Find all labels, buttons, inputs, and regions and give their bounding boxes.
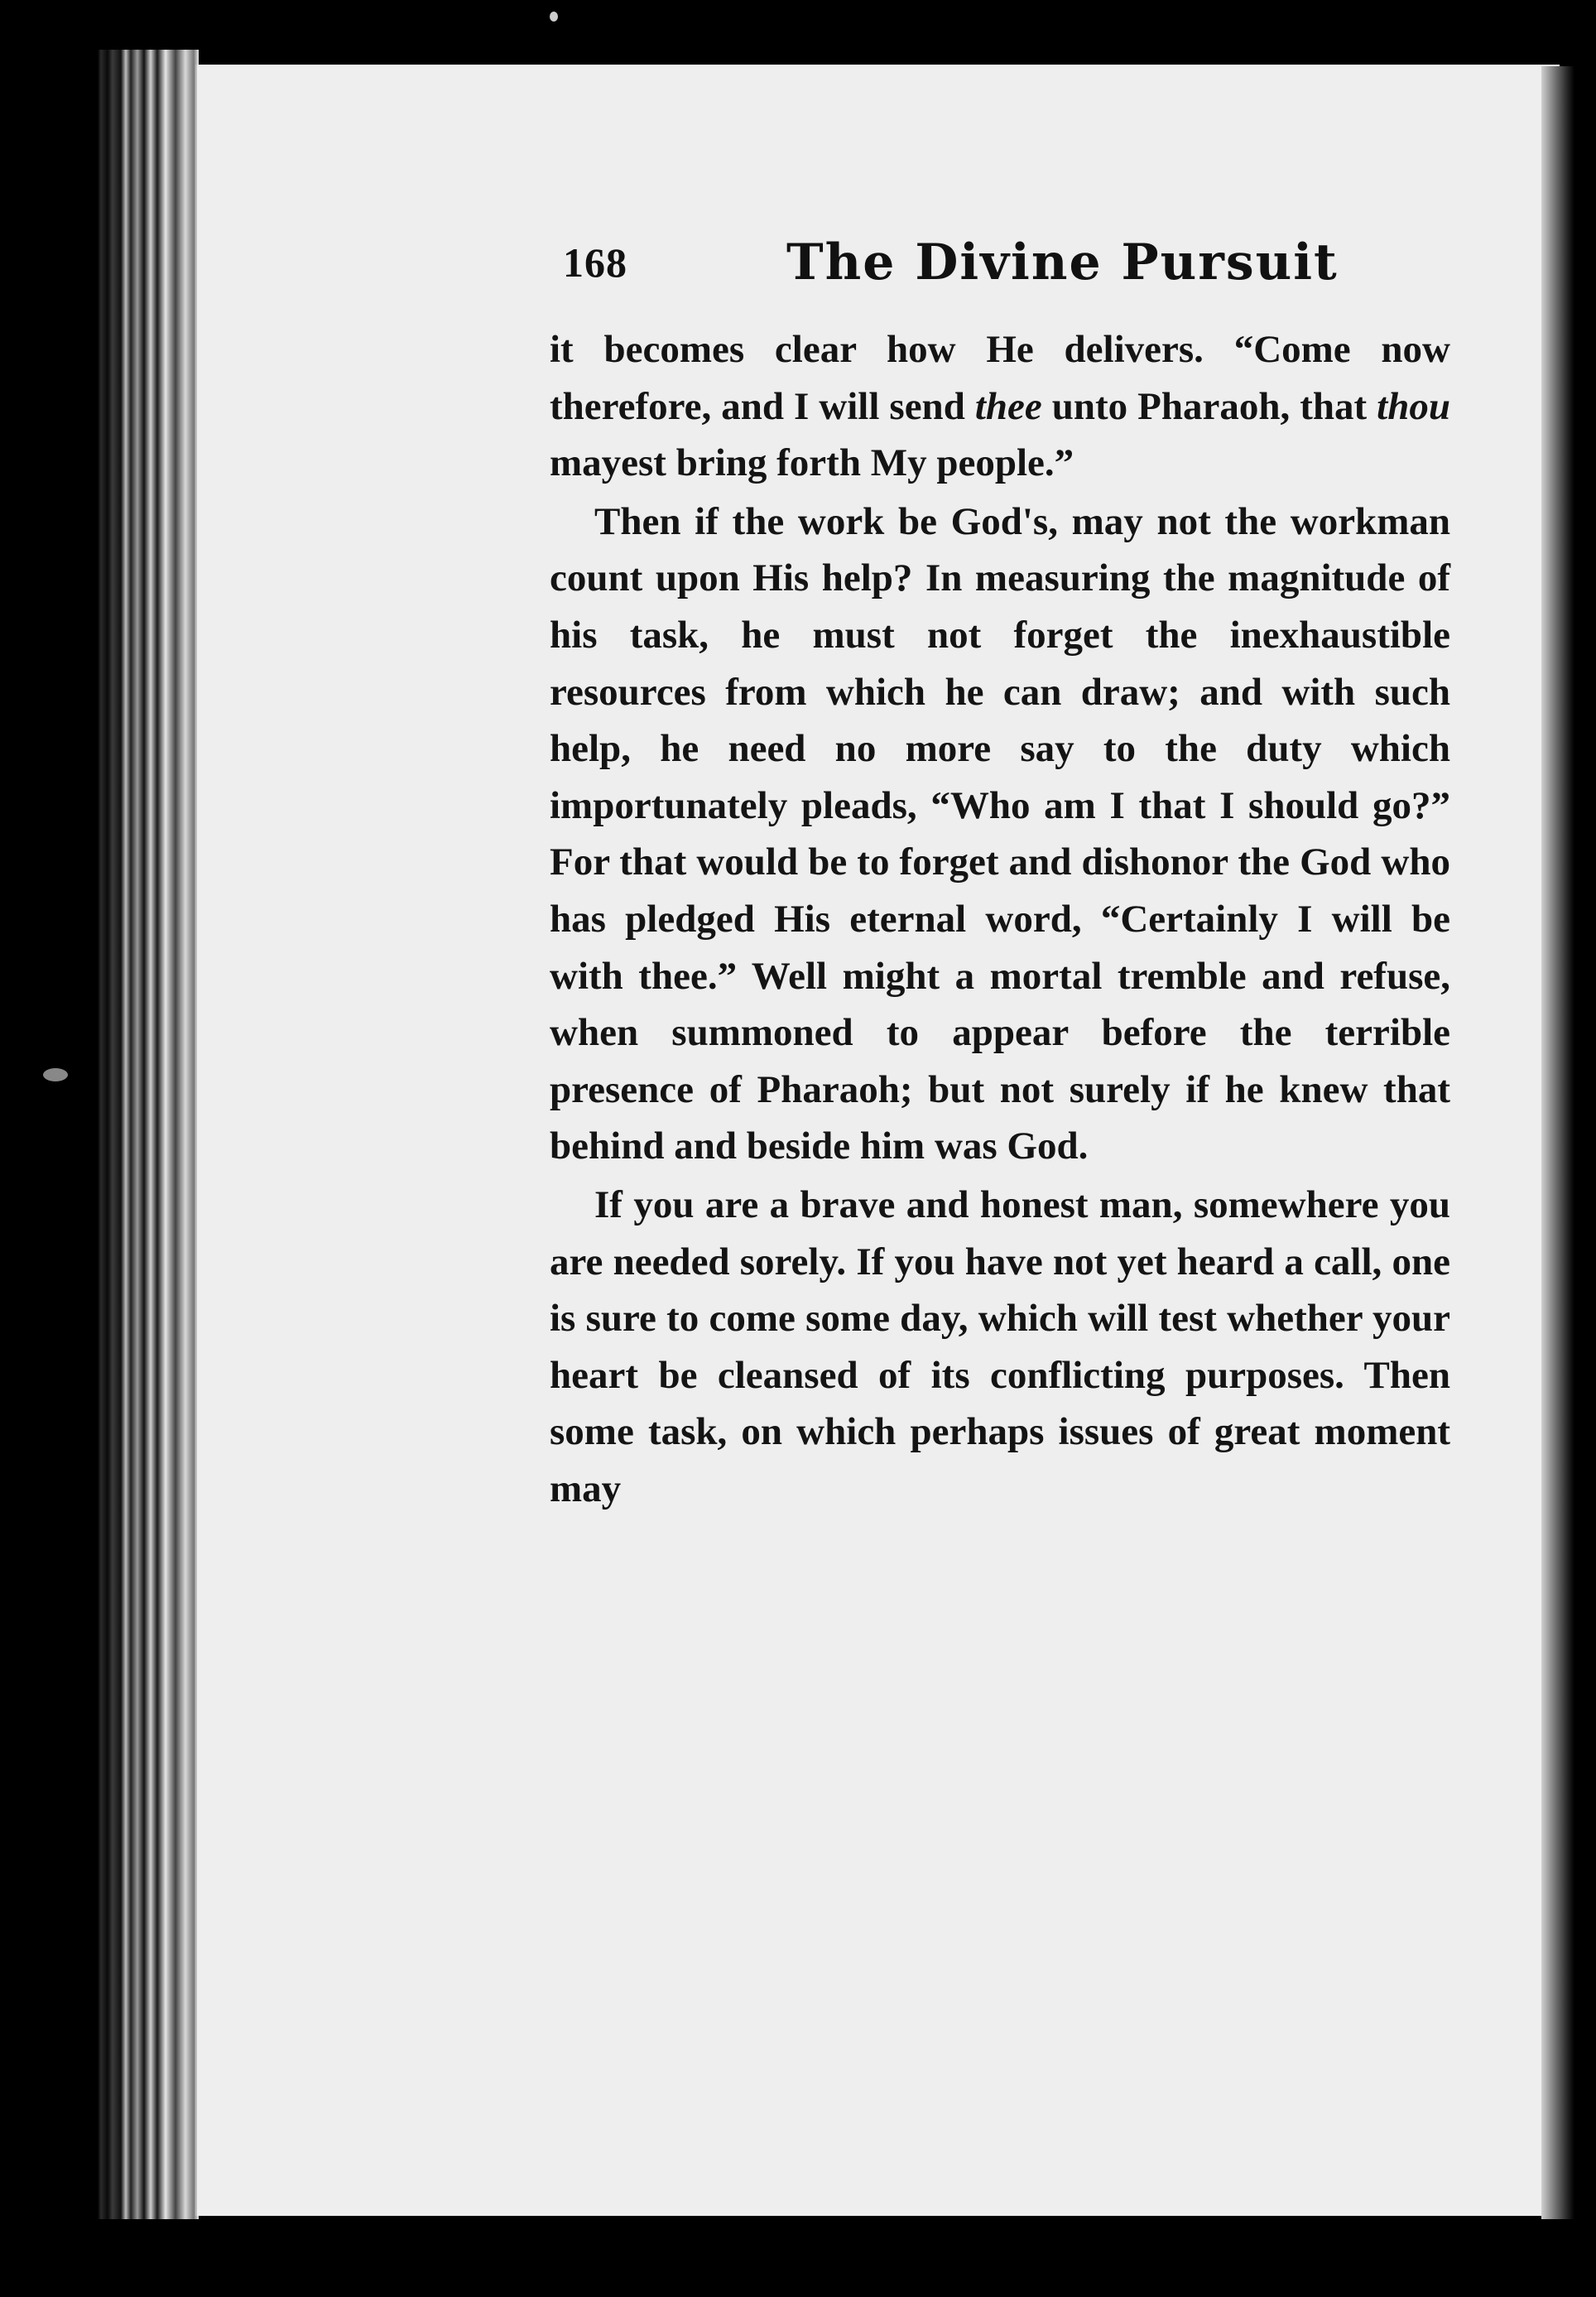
page-edge-shadow [1541,66,1574,2219]
paragraph-1 [550,321,1450,492]
page-number: 168 [563,239,627,286]
text-segment: it becomes clear how He delivers. “Come now therefore, and I will send [550,328,1450,428]
text-segment: Then if the work be God's, may not the workman count upon His help? In measuring the magnitude of his task, he must not forget the inexhaustible resources from which he can draw; and with such help, he need no more say to the duty which importunately pleads, “Who am I that I should go?” For that would be to forget and dishonor the God who has pledged His eternal word, “Certainly I will be with thee.” Well might a mortal tremble and refuse, when summoned to appear before the terrible presence of Pharaoh; but not surely if he knew that behind and beside him was God. [550,499,1450,1168]
italic-segment: thou [1377,384,1450,428]
text-segment: mayest bring forth My people.” [550,441,1074,485]
paragraph-3 [550,1177,1450,1518]
running-title: The Divine Pursuit [786,234,1339,291]
paragraph-2 [550,494,1450,1175]
book-spine-shadow [83,50,199,2219]
text-segment: If you are a brave and honest man, somewhere you are needed sorely. If you have not yet heard a call, one is sure to come some day, which will test whether your heart be cleansed of its conflicting purposes. Then some task, on which perhaps issues of great moment may [550,1182,1450,1510]
italic-segment: thee [974,384,1042,428]
dust-speck [550,12,558,22]
body-text [550,321,1450,1517]
scan-artifact [43,1068,68,1081]
running-header [563,234,1339,300]
text-segment: unto Pharaoh, that [1041,384,1377,428]
